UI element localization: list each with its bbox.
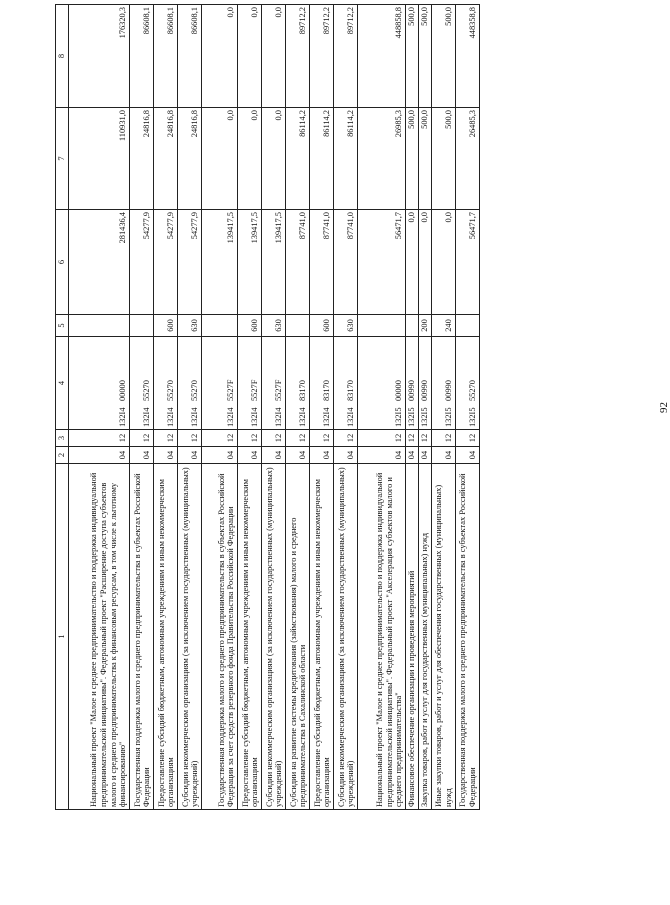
target-article-program: 132I4 [322, 407, 332, 427]
section-code-cell: 04 [418, 447, 431, 464]
amount-col6-cell: 56471,7 [358, 210, 406, 315]
target-article-cell [358, 337, 406, 430]
amount-col6-cell: 54277,9 [178, 210, 202, 315]
subsection-code-cell: 12 [130, 430, 154, 447]
row-name-cell: Предоставление субсидий бюджетным, автономным учреждениям и иным некоммерческим организациям [310, 464, 334, 810]
subsection-code-cell: 12 [310, 430, 334, 447]
target-article-cell [130, 337, 154, 430]
target-article-cell [178, 337, 202, 430]
target-article-code: 55270 [166, 380, 176, 401]
amount-col8-cell: 448358,8 [455, 5, 479, 108]
row-name-cell: Предоставление субсидий бюджетным, автономным учреждениям и иным некоммерческим организациям [154, 464, 178, 810]
target-article-cell [406, 337, 419, 430]
target-article-code: 00000 [118, 380, 128, 401]
target-article-program: 132I4 [142, 407, 152, 427]
target-article-program: 132I4 [274, 407, 284, 427]
table-row [310, 5, 334, 810]
target-article-cell [238, 337, 262, 430]
section-code-cell: 04 [178, 447, 202, 464]
target-article-code: 83170 [298, 380, 308, 401]
expense-type-cell [69, 315, 130, 337]
section-code-cell: 04 [431, 447, 455, 464]
amount-col8-cell: 89712,2 [334, 5, 358, 108]
target-article-code: 00000 [394, 380, 404, 401]
subsection-code-cell: 12 [238, 430, 262, 447]
amount-col7-cell: 24816,8 [154, 108, 178, 210]
target-article-cell [418, 337, 431, 430]
row-name-cell: Национальный проект "Малое и среднее предпринимательство и поддержка индивидуальной предпринимательской инициативы". Федеральный проект "Расширение доступа субъектов малого и среднего предпринимательства к финансовым ресурсам, в том числе к льготному финансированию" [69, 464, 130, 810]
target-article-program: 132I4 [118, 407, 128, 427]
target-article-program: 132I4 [250, 407, 260, 427]
target-article-program: 132I4 [166, 407, 176, 427]
amount-col7-cell: 500,0 [431, 108, 455, 210]
target-article-program: 132I5 [467, 407, 477, 427]
subsection-code-cell: 12 [69, 430, 130, 447]
section-code-cell: 04 [334, 447, 358, 464]
amount-col7-cell: 86114,2 [334, 108, 358, 210]
row-name-cell: Национальный проект "Малое и среднее предпринимательство и поддержка индивидуальной предпринимательской инициативы". Федеральный проект "Акселерация субъектов малого и среднего предпринимательства" [358, 464, 406, 810]
subsection-code-cell: 12 [154, 430, 178, 447]
row-name-cell: Государственная поддержка малого и среднего предпринимательства в субъектах Российской Федерации [130, 464, 154, 810]
amount-col7-cell: 26985,3 [358, 108, 406, 210]
target-article-code: 5527F [250, 379, 260, 401]
row-name-cell: Иные закупки товаров, работ и услуг для обеспечения государственных (муниципальных) нужд [431, 464, 455, 810]
subsection-code-cell: 12 [262, 430, 286, 447]
target-article-cell [262, 337, 286, 430]
target-article-program: 132I5 [443, 407, 453, 427]
amount-col7-cell: 110931,0 [69, 108, 130, 210]
amount-col8-cell: 0,0 [202, 5, 238, 108]
expense-type-cell: 200 [418, 315, 431, 337]
column-header: 8 [56, 5, 69, 108]
table-row [334, 5, 358, 810]
amount-col8-cell: 500,0 [406, 5, 419, 108]
column-header: 7 [56, 108, 69, 210]
amount-col8-cell: 86608,1 [130, 5, 154, 108]
row-name-cell: Закупка товаров, работ и услуг для государственных (муниципальных) нужд [418, 464, 431, 810]
budget-table [55, 4, 480, 810]
expense-type-cell: 600 [238, 315, 262, 337]
amount-col7-cell: 24816,8 [178, 108, 202, 210]
table-row [358, 5, 406, 810]
target-article-cell [334, 337, 358, 430]
amount-col7-cell: 500,0 [406, 108, 419, 210]
target-article-code: 55270 [190, 380, 200, 401]
target-article-cell [202, 337, 238, 430]
subsection-code-cell: 12 [178, 430, 202, 447]
amount-col8-cell: 0,0 [238, 5, 262, 108]
target-article-code: 5527F [274, 379, 284, 401]
target-article-cell [69, 337, 130, 430]
amount-col8-cell: 89712,2 [286, 5, 310, 108]
section-code-cell: 04 [310, 447, 334, 464]
subsection-code-cell: 12 [455, 430, 479, 447]
row-name-cell: Государственная поддержка малого и среднего предпринимательства в субъектах Российской Федерации за счет средств резервного фонда Правительства Российской Федерации [202, 464, 238, 810]
section-code-cell: 04 [69, 447, 130, 464]
table-row [406, 5, 419, 810]
target-article-cell [431, 337, 455, 430]
amount-col6-cell: 87741,0 [310, 210, 334, 315]
subsection-code-cell: 12 [406, 430, 419, 447]
subsection-code-cell: 12 [202, 430, 238, 447]
column-header: 4 [56, 337, 69, 430]
target-article-program: 132I5 [407, 407, 416, 427]
amount-col8-cell: 448858,8 [358, 5, 406, 108]
amount-col8-cell: 86608,1 [154, 5, 178, 108]
amount-col6-cell: 281436,4 [69, 210, 130, 315]
expense-type-cell: 240 [431, 315, 455, 337]
section-code-cell: 04 [286, 447, 310, 464]
target-article-cell [310, 337, 334, 430]
target-article-cell [286, 337, 310, 430]
amount-col7-cell: 24816,8 [130, 108, 154, 210]
target-article-code: 55270 [142, 380, 152, 401]
section-code-cell: 04 [358, 447, 406, 464]
amount-col7-cell: 26485,3 [455, 108, 479, 210]
target-article-program: 132I4 [190, 407, 200, 427]
table-row [202, 5, 238, 810]
expense-type-cell: 600 [154, 315, 178, 337]
rotated-page-content [55, 5, 670, 810]
row-name-cell: Государственная поддержка малого и среднего предпринимательства в субъектах Российской Федерации [455, 464, 479, 810]
table-row [455, 5, 479, 810]
subsection-code-cell: 12 [358, 430, 406, 447]
column-header: 6 [56, 210, 69, 315]
row-name-cell: Предоставление субсидий бюджетным, автономным учреждениям и иным некоммерческим организациям [238, 464, 262, 810]
subsection-code-cell: 12 [286, 430, 310, 447]
amount-col7-cell: 0,0 [238, 108, 262, 210]
target-article-code: 00990 [443, 380, 453, 401]
target-article-code: 00990 [407, 380, 416, 401]
amount-col6-cell: 54277,9 [130, 210, 154, 315]
table-row [69, 5, 130, 810]
table-row [286, 5, 310, 810]
amount-col6-cell: 0,0 [431, 210, 455, 315]
amount-col8-cell: 89712,2 [310, 5, 334, 108]
section-code-cell: 04 [455, 447, 479, 464]
section-code-cell: 04 [154, 447, 178, 464]
table-row [154, 5, 178, 810]
column-header: 5 [56, 315, 69, 337]
expense-type-cell [358, 315, 406, 337]
amount-col6-cell: 139417,5 [262, 210, 286, 315]
amount-col6-cell: 56471,7 [455, 210, 479, 315]
amount-col7-cell: 500,0 [418, 108, 431, 210]
expense-type-cell [455, 315, 479, 337]
target-article-code: 5527F [226, 379, 236, 401]
amount-col6-cell: 139417,5 [202, 210, 238, 315]
column-header: 1 [56, 464, 69, 810]
target-article-code: 83170 [346, 380, 356, 401]
target-article-program: 132I4 [226, 407, 236, 427]
target-article-code: 00990 [419, 380, 429, 401]
row-name-cell: Субсидии некоммерческим организациям (за исключением государственных (муниципальных) учреждений) [334, 464, 358, 810]
table-row [431, 5, 455, 810]
section-code-cell: 04 [262, 447, 286, 464]
amount-col6-cell: 87741,0 [286, 210, 310, 315]
table-row [130, 5, 154, 810]
target-article-code: 83170 [322, 380, 332, 401]
table-row [178, 5, 202, 810]
expense-type-cell [130, 315, 154, 337]
target-article-program: 132I4 [346, 407, 356, 427]
target-article-program: 132I4 [298, 407, 308, 427]
amount-col8-cell: 0,0 [262, 5, 286, 108]
target-article-program: 132I5 [419, 407, 429, 427]
row-name-cell: Финансовое обеспечение организации и проведения мероприятий [406, 464, 419, 810]
subsection-code-cell: 12 [334, 430, 358, 447]
expense-type-cell: 630 [262, 315, 286, 337]
amount-col7-cell: 0,0 [262, 108, 286, 210]
column-header-row [56, 5, 69, 810]
target-article-program: 132I5 [394, 407, 404, 427]
amount-col8-cell: 500,0 [431, 5, 455, 108]
expense-type-cell: 600 [310, 315, 334, 337]
amount-col6-cell: 87741,0 [334, 210, 358, 315]
row-name-cell: Субсидии некоммерческим организациям (за исключением государственных (муниципальных) учреждений) [262, 464, 286, 810]
amount-col7-cell: 86114,2 [286, 108, 310, 210]
target-article-cell [455, 337, 479, 430]
amount-col6-cell: 0,0 [406, 210, 419, 315]
expense-type-cell: 630 [178, 315, 202, 337]
table-row [418, 5, 431, 810]
expense-type-cell [406, 315, 419, 337]
expense-type-cell [286, 315, 310, 337]
amount-col8-cell: 176320,3 [69, 5, 130, 108]
page-number: 92 [658, 402, 670, 413]
amount-col8-cell: 86608,1 [178, 5, 202, 108]
subsection-code-cell: 12 [418, 430, 431, 447]
section-code-cell: 04 [238, 447, 262, 464]
table-row [238, 5, 262, 810]
amount-col6-cell: 139417,5 [238, 210, 262, 315]
amount-col8-cell: 500,0 [418, 5, 431, 108]
amount-col7-cell: 0,0 [202, 108, 238, 210]
target-article-code: 55270 [467, 380, 477, 401]
row-name-cell: Субсидии некоммерческим организациям (за исключением государственных (муниципальных) учреждений) [178, 464, 202, 810]
amount-col7-cell: 86114,2 [310, 108, 334, 210]
section-code-cell: 04 [406, 447, 419, 464]
column-header: 2 [56, 447, 69, 464]
table-row [262, 5, 286, 810]
target-article-cell [154, 337, 178, 430]
subsection-code-cell: 12 [431, 430, 455, 447]
section-code-cell: 04 [130, 447, 154, 464]
section-code-cell: 04 [202, 447, 238, 464]
amount-col6-cell: 54277,9 [154, 210, 178, 315]
row-name-cell: Субсидии на развитие системы кредитования (займствования) малого и среднего предпринимательства в Сахалинской области [286, 464, 310, 810]
expense-type-cell: 630 [334, 315, 358, 337]
expense-type-cell [202, 315, 238, 337]
column-header: 3 [56, 430, 69, 447]
amount-col6-cell: 0,0 [418, 210, 431, 315]
